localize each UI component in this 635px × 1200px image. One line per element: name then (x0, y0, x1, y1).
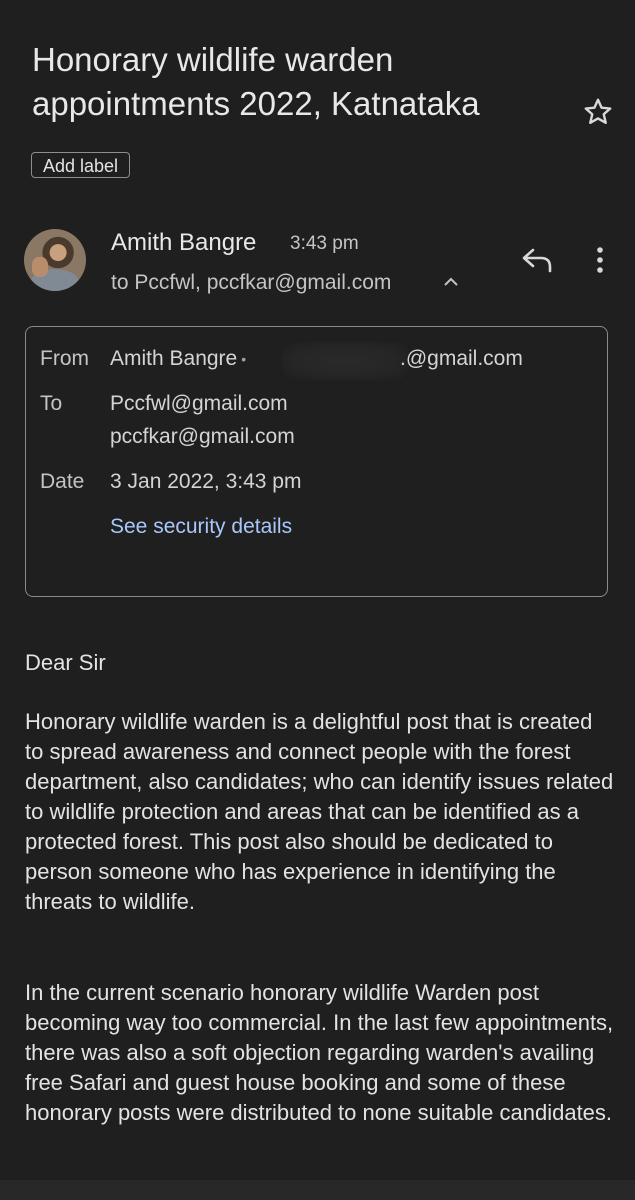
body-paragraph-2: In the current scenario honorary wildlife Warden post becoming way too commercial. In the last few appointments, there was also a soft objection regarding warden's availing free Safari and guest house booking and some of these honorary posts were distributed to none suitable candidates. (25, 980, 614, 1125)
to-recipient-1: Pccfwl@gmail.com (110, 392, 288, 415)
to-recipient-2: pccfkar@gmail.com (110, 425, 295, 448)
body-paragraph-1: Honorary wildlife warden is a delightful post that is created to spread awareness and connect people with the forest department, also candidates; who can identify issues related to wildlife protection and areas that can be identified as a protected forest. This post also should be dedicated to person someone who has experience in identifying the threats to wildlife. (25, 709, 614, 914)
date-value: 3 Jan 2022, 3:43 pm (110, 470, 302, 493)
sent-time: 3:43 pm (290, 233, 359, 254)
from-name: Amith Bangre (110, 347, 238, 370)
from-label: From (40, 347, 89, 370)
add-label-button[interactable]: Add label (31, 152, 130, 178)
bottom-bar (0, 1180, 635, 1200)
sender-name[interactable]: Amith Bangre (111, 229, 257, 256)
email-subject: Honorary wildlife warden appointments 2022, Katnataka (32, 41, 480, 122)
date-label: Date (40, 470, 85, 493)
redacted-area (282, 342, 408, 380)
avatar[interactable] (24, 229, 86, 291)
recipients-summary[interactable]: to Pccfwl, pccfkar@gmail.com (111, 271, 392, 294)
chevron-up-icon[interactable] (442, 275, 460, 289)
reply-icon[interactable] (520, 246, 554, 274)
see-security-details-link[interactable]: See security details (110, 515, 293, 538)
avatar-hand (32, 257, 48, 277)
more-vert-icon[interactable] (588, 244, 612, 276)
star-icon[interactable] (582, 96, 614, 128)
greeting: Dear Sir (25, 650, 106, 675)
from-separator-dot: • (241, 351, 247, 368)
from-email: .@gmail.com (400, 347, 523, 370)
from-value (110, 347, 246, 371)
to-label: To (40, 392, 63, 415)
